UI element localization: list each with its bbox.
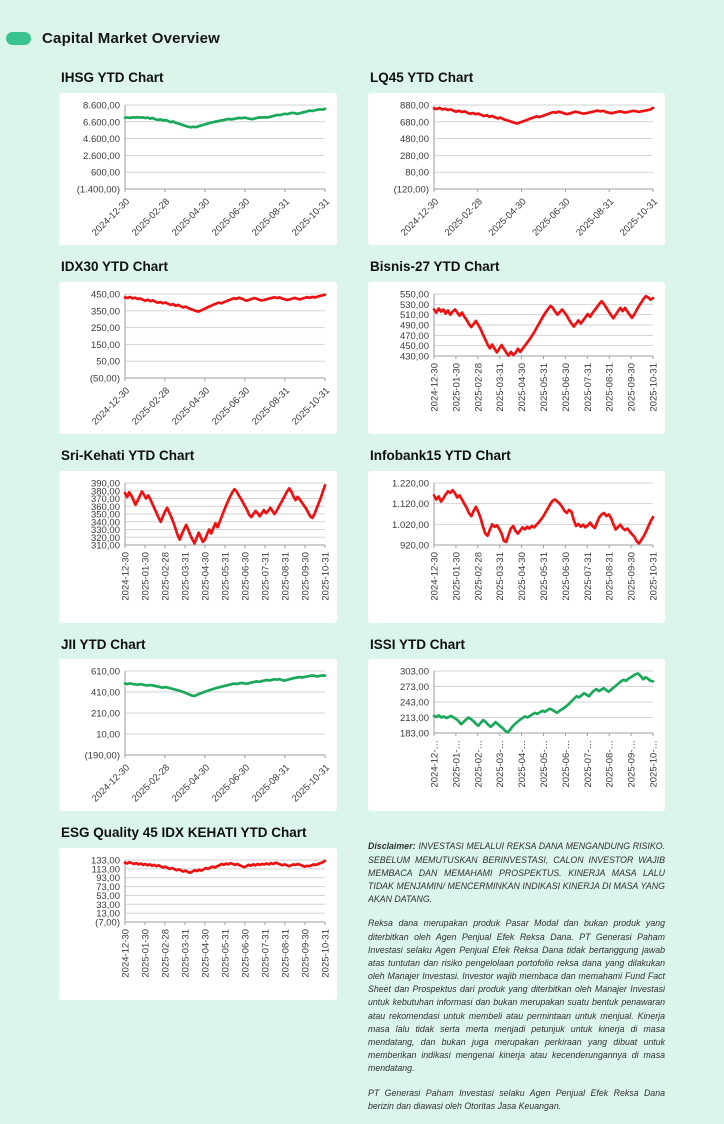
disclaimer-heading: Disclaimer: xyxy=(368,841,416,852)
svg-text:330,00: 330,00 xyxy=(90,524,120,536)
svg-text:2025-09-…: 2025-09-… xyxy=(626,740,638,788)
svg-text:2025-03-31: 2025-03-31 xyxy=(180,929,192,978)
svg-text:2025-04-30: 2025-04-30 xyxy=(517,362,529,412)
disclaimer-paragraph-3: PT Generasi Paham Investasi selaku Agen Penjual Efek Reksa Dana berizin dan diawasi oleh Otoritas Jasa Keuangan. xyxy=(368,1087,665,1111)
svg-text:2025-04-30: 2025-04-30 xyxy=(200,551,212,601)
svg-text:450,00: 450,00 xyxy=(90,289,120,301)
svg-text:480,00: 480,00 xyxy=(399,133,429,145)
chart-card xyxy=(368,93,665,245)
section-marker-icon xyxy=(6,32,31,45)
chart-title: LQ45 YTD Chart xyxy=(370,70,474,85)
svg-text:2025-04-30: 2025-04-30 xyxy=(169,196,213,239)
svg-text:2025-04-…: 2025-04-… xyxy=(517,740,529,788)
svg-text:2024-12-30: 2024-12-30 xyxy=(398,196,442,239)
svg-text:133,00: 133,00 xyxy=(90,855,120,867)
svg-text:2025-03-31: 2025-03-31 xyxy=(495,362,507,412)
chart-cell-bisnis27 xyxy=(368,260,665,434)
svg-text:2025-07-31: 2025-07-31 xyxy=(582,362,594,412)
svg-text:2025-01-30: 2025-01-30 xyxy=(451,551,463,601)
chart-canvas xyxy=(370,288,661,430)
svg-text:73,00: 73,00 xyxy=(96,882,120,894)
svg-text:920,00: 920,00 xyxy=(399,540,429,552)
svg-text:2025-06-30: 2025-06-30 xyxy=(209,385,253,428)
svg-text:(1.400,00): (1.400,00) xyxy=(76,184,120,196)
svg-text:340,00: 340,00 xyxy=(90,516,120,528)
chart-title: IDX30 YTD Chart xyxy=(61,258,169,274)
svg-text:2025-07-31: 2025-07-31 xyxy=(582,551,594,601)
svg-text:390,00: 390,00 xyxy=(90,478,120,490)
svg-text:510,00: 510,00 xyxy=(399,309,429,321)
chart-canvas xyxy=(61,99,333,241)
chart-canvas xyxy=(370,477,661,619)
svg-text:550,00: 550,00 xyxy=(399,289,429,301)
svg-text:2025-08-31: 2025-08-31 xyxy=(249,762,293,805)
svg-text:2024-12-30: 2024-12-30 xyxy=(120,551,132,601)
svg-text:2024-12-30: 2024-12-30 xyxy=(89,385,133,428)
page-title: Capital Market Overview xyxy=(42,30,221,47)
svg-text:2025-03-31: 2025-03-31 xyxy=(180,551,192,601)
svg-text:410,00: 410,00 xyxy=(90,687,120,699)
svg-text:(50,00): (50,00) xyxy=(89,373,120,385)
svg-text:2025-05-31: 2025-05-31 xyxy=(539,362,550,412)
svg-text:2025-02-28: 2025-02-28 xyxy=(129,196,173,239)
svg-text:1.220,00: 1.220,00 xyxy=(392,478,429,490)
chart-title: Bisnis-27 YTD Chart xyxy=(370,258,500,274)
svg-text:600,00: 600,00 xyxy=(90,167,120,179)
svg-text:2025-02-28: 2025-02-28 xyxy=(442,196,485,239)
svg-text:2025-10-31: 2025-10-31 xyxy=(289,762,333,805)
chart-title: ESG Quality 45 IDX KEHATI YTD Chart xyxy=(61,825,307,841)
chart-card xyxy=(59,659,337,811)
svg-text:2025-06-30: 2025-06-30 xyxy=(240,551,252,601)
chart-card xyxy=(59,282,337,434)
svg-text:6.600,00: 6.600,00 xyxy=(83,117,120,129)
svg-text:2025-08-31: 2025-08-31 xyxy=(249,196,293,239)
chart-title: Infobank15 YTD Chart xyxy=(370,447,511,463)
chart-canvas xyxy=(370,665,661,807)
svg-text:2025-09-30: 2025-09-30 xyxy=(626,551,638,601)
svg-text:2025-02-28: 2025-02-28 xyxy=(160,551,172,601)
svg-text:880,00: 880,00 xyxy=(399,100,429,112)
svg-text:243,00: 243,00 xyxy=(399,697,429,709)
svg-text:4.600,00: 4.600,00 xyxy=(83,133,120,145)
svg-text:310,00: 310,00 xyxy=(90,540,120,552)
chart-canvas xyxy=(61,288,333,430)
svg-text:2025-02-28: 2025-02-28 xyxy=(473,362,485,412)
svg-text:33,00: 33,00 xyxy=(96,900,120,912)
svg-text:2025-04-30: 2025-04-30 xyxy=(517,551,529,601)
svg-text:350,00: 350,00 xyxy=(90,305,120,317)
chart-title: JII YTD Chart xyxy=(61,636,146,652)
svg-text:2025-05-…: 2025-05-… xyxy=(539,740,550,788)
svg-text:350,00: 350,00 xyxy=(90,509,120,521)
svg-text:2025-05-31: 2025-05-31 xyxy=(220,929,232,978)
svg-text:8.600,00: 8.600,00 xyxy=(83,100,120,112)
svg-text:470,00: 470,00 xyxy=(399,330,429,342)
svg-text:450,00: 450,00 xyxy=(399,340,429,352)
svg-text:680,00: 680,00 xyxy=(399,117,429,129)
svg-text:2025-07-31: 2025-07-31 xyxy=(260,929,272,978)
chart-title: Sri-Kehati YTD Chart xyxy=(61,447,195,463)
svg-text:2025-10-31: 2025-10-31 xyxy=(648,362,660,412)
svg-text:2025-09-30: 2025-09-30 xyxy=(626,362,638,412)
svg-text:2025-10-31: 2025-10-31 xyxy=(320,929,332,978)
chart-canvas xyxy=(61,665,333,807)
svg-text:380,00: 380,00 xyxy=(90,485,120,497)
chart-title: IHSG YTD Chart xyxy=(61,70,164,85)
svg-text:2025-10-31: 2025-10-31 xyxy=(648,551,660,601)
svg-text:2025-05-31: 2025-05-31 xyxy=(539,551,550,601)
chart-cell-jii xyxy=(59,638,337,812)
svg-text:1.020,00: 1.020,00 xyxy=(392,519,429,531)
chart-card xyxy=(368,471,665,623)
svg-text:2025-06-30: 2025-06-30 xyxy=(209,762,253,805)
chart-cell-srikehati xyxy=(59,449,337,623)
chart-cell-ihsg xyxy=(59,71,337,245)
chart-cell-lq45 xyxy=(368,71,665,245)
svg-text:2024-12-30: 2024-12-30 xyxy=(89,196,133,239)
chart-card xyxy=(368,282,665,434)
svg-text:2025-09-30: 2025-09-30 xyxy=(300,929,312,978)
svg-text:2025-02-…: 2025-02-… xyxy=(473,740,485,788)
svg-text:(7,00): (7,00) xyxy=(95,917,120,929)
svg-text:273,00: 273,00 xyxy=(399,682,429,694)
svg-text:2024-12-…: 2024-12-… xyxy=(429,740,441,788)
svg-text:2025-02-28: 2025-02-28 xyxy=(160,929,172,978)
disclaimer-paragraph-1 xyxy=(368,840,665,906)
chart-title: ISSI YTD Chart xyxy=(370,636,466,652)
chart-card xyxy=(59,93,337,245)
svg-text:210,00: 210,00 xyxy=(90,708,120,720)
svg-text:2025-04-30: 2025-04-30 xyxy=(200,929,212,978)
svg-text:1.120,00: 1.120,00 xyxy=(392,498,429,510)
svg-text:2025-03-31: 2025-03-31 xyxy=(495,551,507,601)
svg-text:2025-01-30: 2025-01-30 xyxy=(451,362,463,412)
svg-text:2024-12-30: 2024-12-30 xyxy=(429,362,441,412)
svg-text:50,00: 50,00 xyxy=(96,356,120,368)
chart-cell-infobank15 xyxy=(368,449,665,623)
svg-text:370,00: 370,00 xyxy=(90,493,120,505)
svg-text:2025-02-28: 2025-02-28 xyxy=(129,762,173,805)
svg-text:2025-08-31: 2025-08-31 xyxy=(574,196,617,239)
svg-text:2025-04-30: 2025-04-30 xyxy=(169,385,213,428)
svg-text:2025-04-30: 2025-04-30 xyxy=(486,196,529,239)
svg-text:2025-08-…: 2025-08-… xyxy=(604,740,616,788)
svg-text:13,00: 13,00 xyxy=(96,908,120,920)
chart-canvas xyxy=(61,477,333,619)
disclaimer-block xyxy=(368,826,665,1124)
svg-text:10,00: 10,00 xyxy=(96,729,120,741)
svg-text:280,00: 280,00 xyxy=(399,150,429,162)
svg-text:183,00: 183,00 xyxy=(399,728,429,740)
svg-text:360,00: 360,00 xyxy=(90,501,120,513)
svg-text:(190,00): (190,00) xyxy=(84,750,120,762)
chart-card xyxy=(59,848,337,1000)
svg-text:2025-07-…: 2025-07-… xyxy=(582,740,594,788)
svg-text:93,00: 93,00 xyxy=(96,873,120,885)
svg-text:2025-08-31: 2025-08-31 xyxy=(280,551,292,601)
svg-text:2025-06-30: 2025-06-30 xyxy=(209,196,253,239)
svg-text:2.600,00: 2.600,00 xyxy=(83,150,120,162)
chart-canvas xyxy=(370,99,661,241)
svg-text:2025-05-31: 2025-05-31 xyxy=(220,551,232,601)
svg-text:2025-10-31: 2025-10-31 xyxy=(320,551,332,601)
svg-text:320,00: 320,00 xyxy=(90,532,120,544)
svg-text:250,00: 250,00 xyxy=(90,322,120,334)
svg-text:2025-08-31: 2025-08-31 xyxy=(249,385,293,428)
svg-text:2025-08-31: 2025-08-31 xyxy=(604,551,616,601)
chart-cell-idx30 xyxy=(59,260,337,434)
svg-text:2025-04-30: 2025-04-30 xyxy=(169,762,213,805)
svg-text:2025-06-30: 2025-06-30 xyxy=(530,196,573,239)
svg-text:2025-08-31: 2025-08-31 xyxy=(604,362,616,412)
svg-text:530,00: 530,00 xyxy=(399,299,429,311)
disclaimer-paragraph-2: Reksa dana merupakan produk Pasar Modal dan bukan produk yang diterbitkan oleh Agen Penjual Efek Reksa Dana. PT Generasi Paham Investasi selaku Agen Penjual Efek Reksa Dana tidak bertanggung jawab atas tuntutan dan risiko pengelolaan portofolio reksa dana yang dilakukan oleh Manajer Investasi. Investor wajib membaca dan memahami Fund Fact Sheet dan Prospektus dari produk yang diterbitkan oleh Manajer Investasi untuk kebutuhan informasi dan bukan merupakan suatu bentuk penawaran atau rekomendasi untuk membeli atau permintaan untuk menjual. Kinerja masa lalu tidak serta merta menjadi petunjuk untuk kinerja di masa mendatang, dan bukan juga merupakan perkiraan yang dibuat untuk memberikan indikasi mengenai kinerja atau kecenderungannya di masa mendatang. xyxy=(368,918,665,1074)
svg-text:2025-02-28: 2025-02-28 xyxy=(473,551,485,601)
svg-text:2025-03-…: 2025-03-… xyxy=(495,740,507,788)
chart-card xyxy=(59,471,337,623)
svg-text:213,00: 213,00 xyxy=(399,713,429,725)
svg-text:430,00: 430,00 xyxy=(399,351,429,363)
svg-text:2025-06-…: 2025-06-… xyxy=(560,740,572,788)
svg-text:(120,00): (120,00) xyxy=(393,184,429,196)
svg-text:80,00: 80,00 xyxy=(405,167,429,179)
svg-text:2025-07-31: 2025-07-31 xyxy=(260,551,272,601)
chart-cell-issi xyxy=(368,638,665,812)
svg-text:2025-01-30: 2025-01-30 xyxy=(140,929,152,978)
charts-grid xyxy=(59,71,724,1124)
svg-text:113,00: 113,00 xyxy=(91,864,120,876)
svg-text:2025-06-30: 2025-06-30 xyxy=(240,929,252,978)
svg-text:2025-10-31: 2025-10-31 xyxy=(289,385,333,428)
svg-text:303,00: 303,00 xyxy=(399,666,429,678)
svg-text:2024-12-30: 2024-12-30 xyxy=(120,929,132,978)
svg-text:2025-01-30: 2025-01-30 xyxy=(140,551,152,601)
svg-text:2025-06-30: 2025-06-30 xyxy=(560,362,572,412)
svg-text:2025-10-31: 2025-10-31 xyxy=(617,196,661,239)
svg-text:2025-10-31: 2025-10-31 xyxy=(289,196,333,239)
svg-text:150,00: 150,00 xyxy=(90,339,120,351)
svg-text:53,00: 53,00 xyxy=(96,891,120,903)
page-header xyxy=(0,0,724,47)
svg-text:2024-12-30: 2024-12-30 xyxy=(429,551,441,601)
svg-text:490,00: 490,00 xyxy=(399,320,429,332)
svg-text:2025-01-…: 2025-01-… xyxy=(451,740,463,788)
svg-text:2025-06-30: 2025-06-30 xyxy=(560,551,572,601)
svg-text:610,00: 610,00 xyxy=(90,666,120,678)
chart-canvas xyxy=(61,854,333,996)
svg-text:2025-09-30: 2025-09-30 xyxy=(300,551,312,601)
svg-text:2025-02-28: 2025-02-28 xyxy=(129,385,173,428)
chart-card xyxy=(368,659,665,811)
svg-text:2024-12-30: 2024-12-30 xyxy=(89,762,133,805)
disclaimer-text-1: INVESTASI MELALUI REKSA DANA MENGANDUNG RISIKO. SEBELUM MEMUTUSKAN BERINVESTASI, CALON INVESTOR WAJIB MEMBACA DAN MEMAHAMI PROSPEKTUS. KINERJA MASA LALU TIDAK MENJAMIN/ MENCERMINKAN INDIKASI KINERJA DI MASA YANG AKAN DATANG. xyxy=(368,841,665,905)
chart-cell-esg45 xyxy=(59,826,337,1124)
svg-text:2025-08-31: 2025-08-31 xyxy=(280,929,292,978)
svg-text:2025-10-…: 2025-10-… xyxy=(648,740,660,788)
